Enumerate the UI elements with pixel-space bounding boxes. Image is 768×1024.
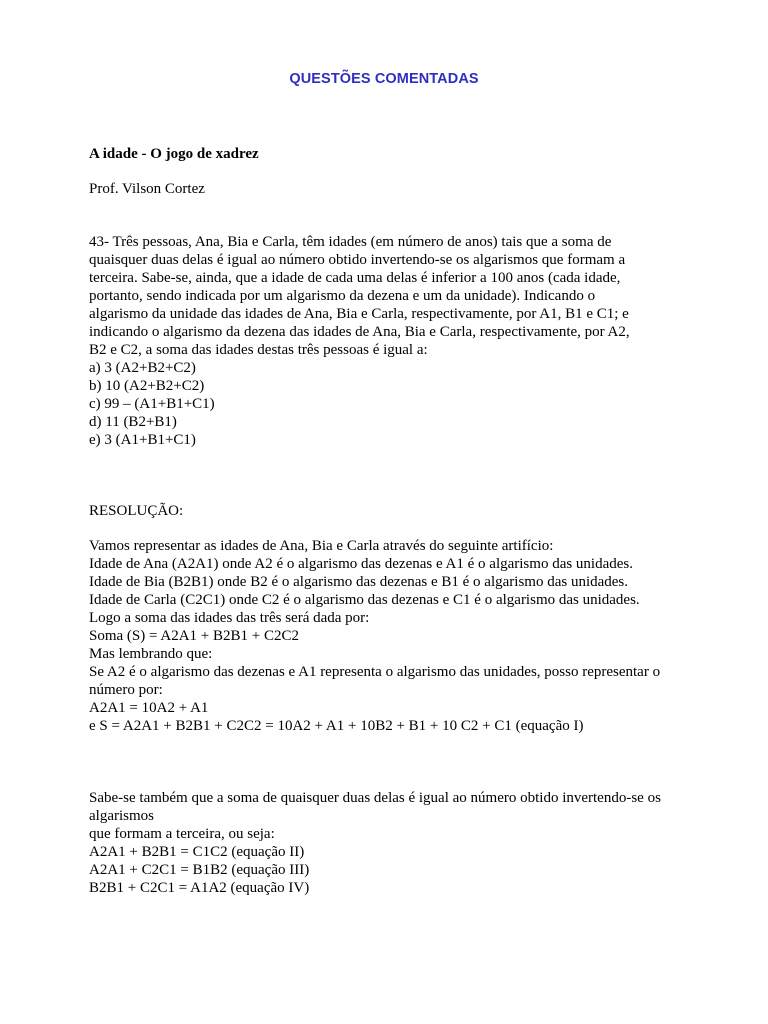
question-line: 43- Três pessoas, Ana, Bia e Carla, têm idades (em número de anos) tais que a soma de bbox=[89, 234, 612, 250]
resolution-line: Logo a soma das idades das três será dada por: bbox=[89, 610, 370, 626]
option-a: a) 3 (A2+B2+C2) bbox=[89, 360, 196, 376]
option-c: c) 99 – (A1+B1+C1) bbox=[89, 396, 215, 412]
question-line: indicando o algarismo da dezena das idades de Ana, Bia e Carla, respectivamente, por A2, bbox=[89, 324, 630, 340]
equation-ii: A2A1 + B2B1 = C1C2 (equação II) bbox=[89, 844, 305, 860]
option-b: b) 10 (A2+B2+C2) bbox=[89, 378, 205, 394]
equation-iii: A2A1 + C2C1 = B1B2 (equação III) bbox=[89, 862, 310, 878]
equation-iv: B2B1 + C2C1 = A1A2 (equação IV) bbox=[89, 880, 310, 896]
problem-subtitle: A idade - O jogo de xadrez bbox=[89, 146, 259, 162]
question-line: algarismo da unidade das idades de Ana, Bia e Carla, respectivamente, por A1, B1 e C1; e bbox=[89, 306, 629, 322]
resolution-line: número por: bbox=[89, 682, 163, 698]
resolution-line: e S = A2A1 + B2B1 + C2C2 = 10A2 + A1 + 10B2 + B1 + 10 C2 + C1 (equação I) bbox=[89, 718, 584, 734]
question-line: quaisquer duas delas é igual ao número obtido invertendo-se os algarismos que formam a bbox=[89, 252, 626, 268]
resolution-line: Idade de Carla (C2C1) onde C2 é o algarismo das dezenas e C1 é o algarismo das unidades. bbox=[89, 592, 640, 608]
option-d: d) 11 (B2+B1) bbox=[89, 414, 177, 430]
resolution-line: algarismos bbox=[89, 808, 154, 824]
resolution-line: Sabe-se também que a soma de quaisquer duas delas é igual ao número obtido invertendo-se os bbox=[89, 790, 661, 806]
resolution-heading: RESOLUÇÃO: bbox=[89, 503, 184, 519]
question-statement bbox=[89, 233, 679, 449]
resolution-line: que formam a terceira, ou seja: bbox=[89, 826, 275, 842]
resolution-line: Idade de Bia (B2B1) onde B2 é o algarismo das dezenas e B1 é o algarismo das unidades. bbox=[89, 574, 629, 590]
option-e: e) 3 (A1+B1+C1) bbox=[89, 432, 196, 448]
question-line: terceira. Sabe-se, ainda, que a idade de cada uma delas é inferior a 100 anos (cada idade, bbox=[89, 270, 621, 286]
question-line: B2 e C2, a soma das idades destas três pessoas é igual a: bbox=[89, 342, 428, 358]
resolution-part-1 bbox=[89, 537, 679, 735]
question-line: portanto, sendo indicada por um algarismo da dezena e um da unidade). Indicando o bbox=[89, 288, 596, 304]
resolution-line: Idade de Ana (A2A1) onde A2 é o algarismo das dezenas e A1 é o algarismo das unidades. bbox=[89, 556, 634, 572]
resolution-line: Se A2 é o algarismo das dezenas e A1 representa o algarismo das unidades, posso representar o bbox=[89, 664, 661, 680]
resolution-part-2 bbox=[89, 789, 679, 897]
resolution-line: A2A1 = 10A2 + A1 bbox=[89, 700, 209, 716]
resolution-line: Mas lembrando que: bbox=[89, 646, 213, 662]
document-title: QUESTÕES COMENTADAS bbox=[289, 71, 479, 87]
resolution-line: Soma (S) = A2A1 + B2B1 + C2C2 bbox=[89, 628, 299, 644]
resolution-line: Vamos representar as idades de Ana, Bia e Carla através do seguinte artifício: bbox=[89, 538, 554, 554]
author-line: Prof. Vilson Cortez bbox=[89, 181, 205, 197]
